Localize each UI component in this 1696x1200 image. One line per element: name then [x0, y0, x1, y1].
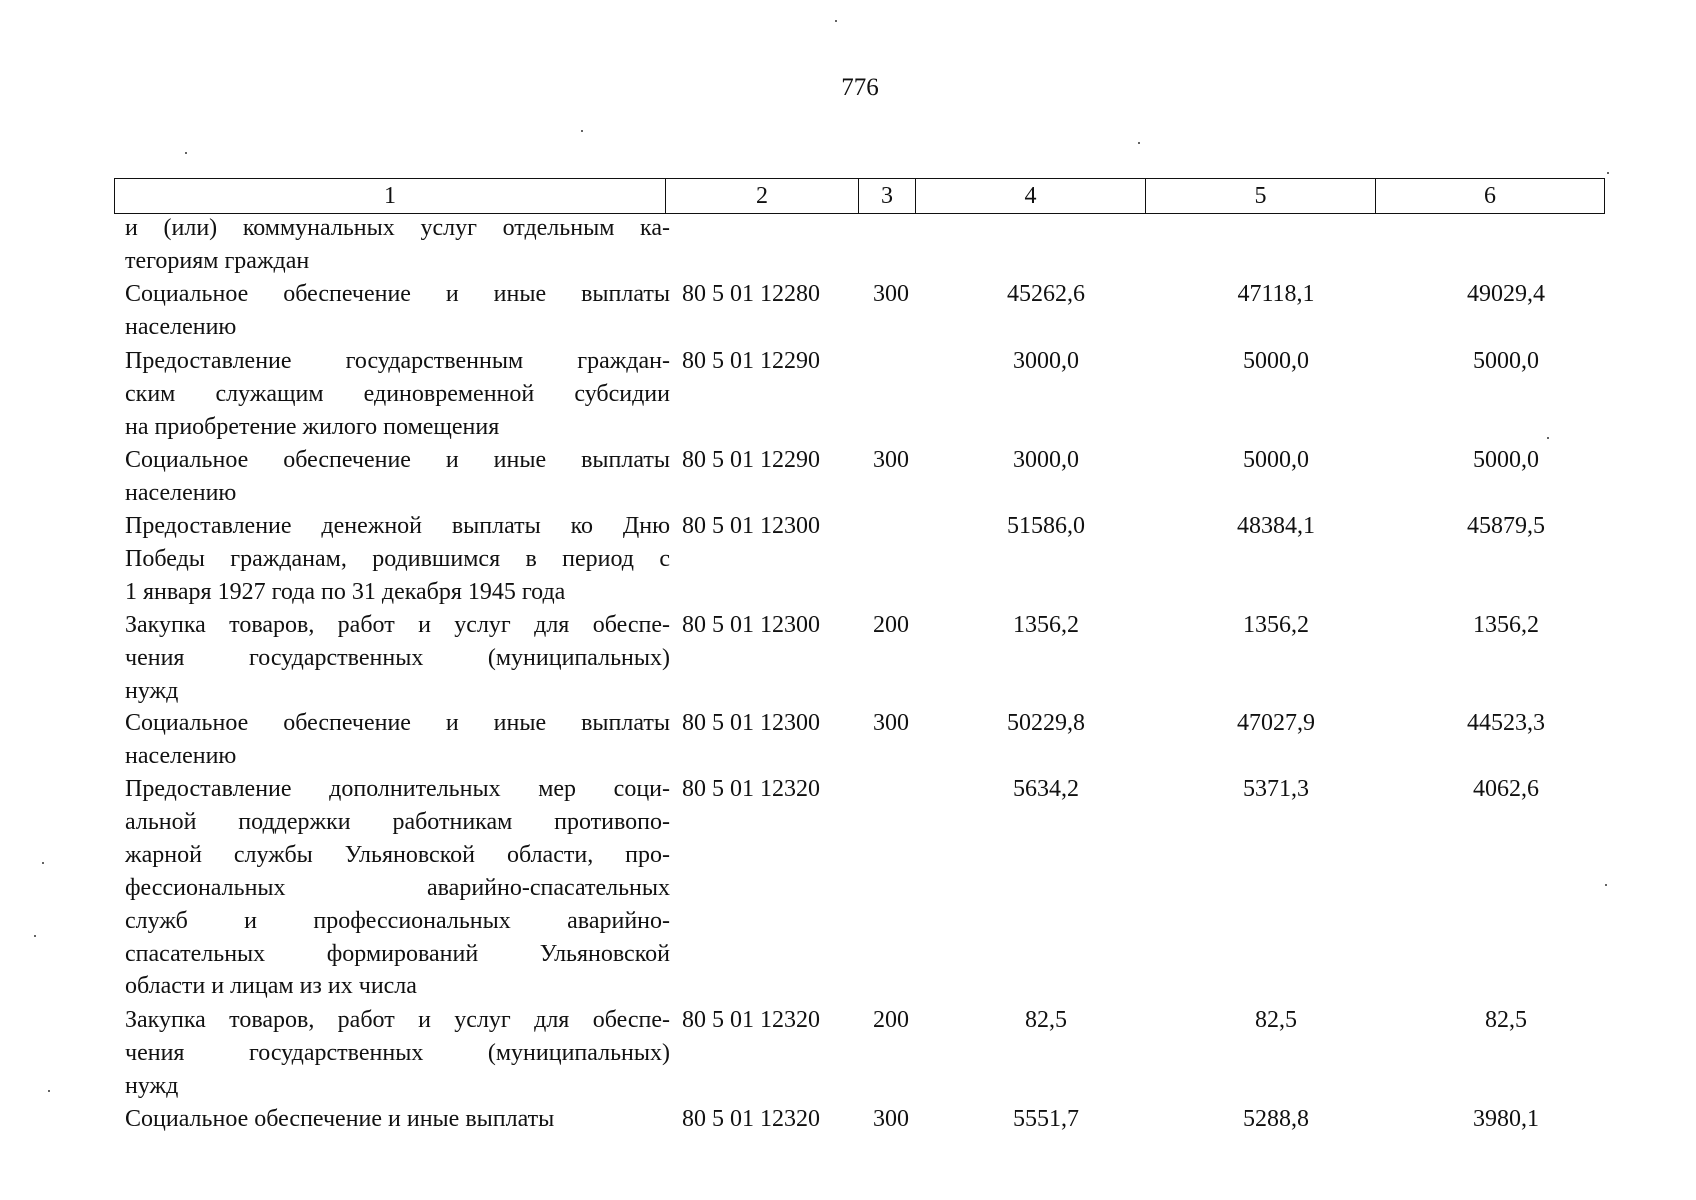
table-row [114, 707, 1621, 773]
row-name [114, 707, 670, 773]
row-name-line: Предоставление денежной выплаты ко Дню [125, 513, 670, 539]
row-name-line: жарной службы Ульяновской области, про- [125, 841, 670, 868]
row-value-col5: 5371,3 [1243, 776, 1309, 802]
row-value-col5: 1356,2 [1243, 612, 1309, 638]
row-name-line: 1 января 1927 года по 31 декабря 1945 года [125, 578, 566, 605]
row-name-line: населению [125, 479, 237, 506]
row-name [114, 1004, 670, 1103]
column-number-5: 5 [1146, 179, 1376, 214]
scan-speck [1605, 884, 1607, 886]
row-name [114, 444, 670, 510]
row-value-col5: 5288,8 [1243, 1106, 1309, 1132]
row-name-line: спасательных формирований Ульяновской [125, 940, 670, 967]
row-name-line: служб и профессиональных аварийно- [125, 907, 670, 934]
row-name [114, 773, 670, 1003]
table-row [114, 444, 1621, 510]
row-name [114, 609, 670, 708]
row-name [114, 212, 670, 278]
row-code: 80 5 01 12300 [682, 612, 820, 638]
row-value-col4: 1356,2 [1013, 612, 1079, 638]
row-value-col6: 49029,4 [1467, 281, 1545, 307]
row-name-line: альной поддержки работникам противопо- [125, 808, 670, 835]
row-name-line: населению [125, 742, 237, 769]
row-value-col6: 45879,5 [1467, 513, 1545, 539]
row-value-col4: 82,5 [1025, 1007, 1067, 1033]
row-name-line: Победы гражданам, родившимся в период с [125, 545, 670, 572]
page-number: 776 [841, 74, 879, 101]
row-expense-type: 200 [873, 1007, 909, 1033]
row-code: 80 5 01 12290 [682, 447, 820, 473]
row-code: 80 5 01 12280 [682, 281, 820, 307]
row-name-line: и (или) коммунальных услуг отдельным ка- [125, 215, 670, 241]
scan-speck [42, 862, 44, 864]
row-value-col6: 82,5 [1485, 1007, 1527, 1033]
table-row [114, 1004, 1621, 1103]
row-value-col5: 5000,0 [1243, 348, 1309, 374]
row-name-line: Закупка товаров, работ и услуг для обеспе- [125, 1007, 670, 1033]
scan-speck [835, 20, 837, 22]
row-code: 80 5 01 12320 [682, 776, 820, 802]
scan-speck [34, 935, 36, 937]
row-name-line: области и лицам из их числа [125, 973, 417, 1000]
column-number-4: 4 [916, 179, 1146, 214]
column-number-2: 2 [666, 179, 859, 214]
row-code: 80 5 01 12300 [682, 513, 820, 539]
row-name-line: чения государственных (муниципальных) [125, 1039, 670, 1066]
row-code: 80 5 01 12300 [682, 710, 820, 736]
row-value-col6: 3980,1 [1473, 1106, 1539, 1132]
row-value-col6: 1356,2 [1473, 612, 1539, 638]
row-value-col6: 5000,0 [1473, 348, 1539, 374]
row-expense-type: 300 [873, 710, 909, 736]
row-expense-type: 200 [873, 612, 909, 638]
row-value-col6: 5000,0 [1473, 447, 1539, 473]
table-row [114, 278, 1621, 344]
row-expense-type: 300 [873, 1106, 909, 1132]
row-value-col4: 3000,0 [1013, 447, 1079, 473]
row-name-line: Социальное обеспечение и иные выплаты [125, 447, 670, 473]
row-name-line: Предоставление государственным граждан- [125, 348, 670, 374]
row-name [114, 345, 670, 444]
row-value-col4: 5634,2 [1013, 776, 1079, 802]
row-value-col5: 82,5 [1255, 1007, 1297, 1033]
row-value-col5: 47118,1 [1237, 281, 1315, 307]
row-name [114, 278, 670, 344]
table-row [114, 1103, 1621, 1136]
scan-speck [1138, 142, 1140, 144]
row-value-col4: 5551,7 [1013, 1106, 1079, 1132]
row-value-col4: 50229,8 [1007, 710, 1085, 736]
scan-speck [1607, 172, 1609, 174]
row-value-col4: 45262,6 [1007, 281, 1085, 307]
row-name-line: Социальное обеспечение и иные выплаты [125, 710, 670, 736]
row-value-col4: 51586,0 [1007, 513, 1085, 539]
row-name-line: на приобретение жилого помещения [125, 413, 500, 440]
row-code: 80 5 01 12290 [682, 348, 820, 374]
row-expense-type: 300 [873, 447, 909, 473]
row-value-col4: 3000,0 [1013, 348, 1079, 374]
row-name-line: Предоставление дополнительных мер соци- [125, 776, 670, 802]
column-number-6: 6 [1376, 179, 1605, 214]
scan-speck [48, 1090, 50, 1092]
row-name-line: населению [125, 313, 237, 340]
row-value-col6: 44523,3 [1467, 710, 1545, 736]
scan-speck [581, 130, 583, 132]
row-name-line: Социальное обеспечение и иные выплаты [125, 281, 670, 307]
scan-speck [185, 152, 187, 154]
table-row [114, 345, 1621, 444]
row-name [114, 1103, 670, 1136]
row-name-line: нужд [125, 677, 179, 704]
row-name [114, 510, 670, 609]
table-row [114, 212, 1621, 278]
row-name-line: ским служащим единовременной субсидии [125, 380, 670, 407]
table-row [114, 609, 1621, 708]
row-code: 80 5 01 12320 [682, 1106, 820, 1132]
column-header-row [114, 178, 1605, 214]
row-name-line: Социальное обеспечение и иные выплаты [125, 1106, 555, 1132]
scan-speck [1547, 437, 1549, 439]
row-value-col6: 4062,6 [1473, 776, 1539, 802]
row-name-line: чения государственных (муниципальных) [125, 644, 670, 671]
row-code: 80 5 01 12320 [682, 1007, 820, 1033]
table-row [114, 773, 1621, 1003]
column-number-1: 1 [384, 183, 396, 209]
row-expense-type: 300 [873, 281, 909, 307]
row-name-line: фессиональных аварийно-спасательных [125, 874, 670, 901]
table-row [114, 510, 1621, 609]
row-name-line: нужд [125, 1072, 179, 1099]
row-name-line: Закупка товаров, работ и услуг для обеспе- [125, 612, 670, 638]
column-number-3: 3 [859, 179, 916, 214]
row-value-col5: 47027,9 [1237, 710, 1315, 736]
row-value-col5: 5000,0 [1243, 447, 1309, 473]
row-value-col5: 48384,1 [1237, 513, 1315, 539]
row-name-line: тегориям граждан [125, 247, 310, 274]
